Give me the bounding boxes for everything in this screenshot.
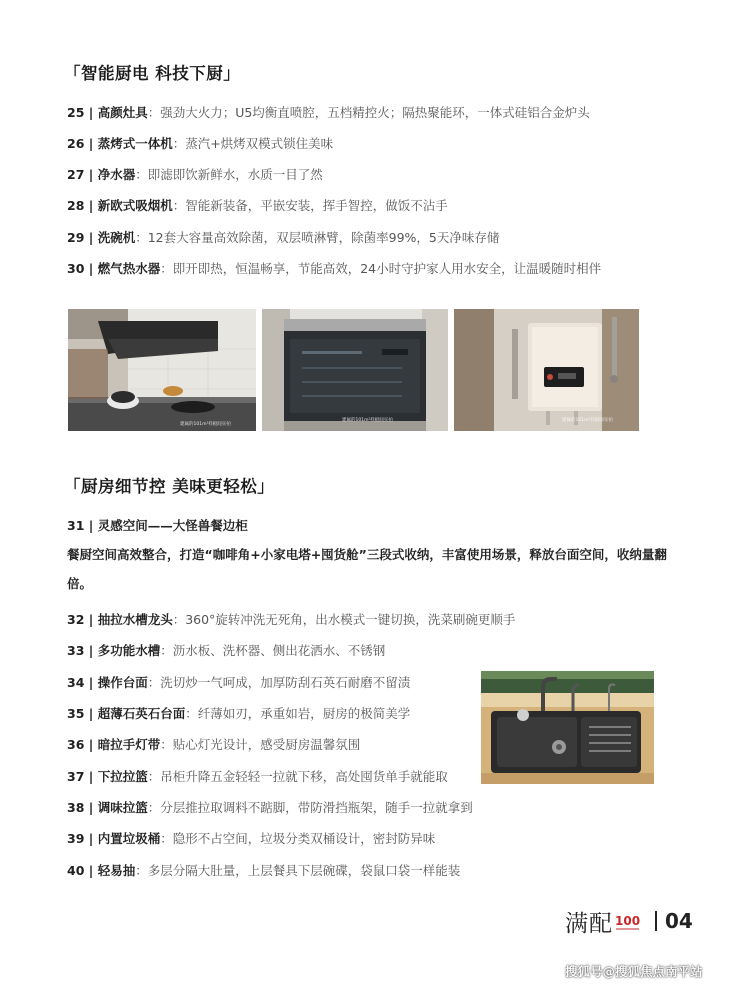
item-desc: ：蒸汽+烘烤双模式锁住美味 [172,136,334,151]
item-number: 33 [67,643,85,658]
item-desc: ：360°旋转冲洗无死角，出水模式一键切换，洗菜刷碗更顺手 [172,612,516,627]
sink-faucet-photo [481,671,654,784]
brand-divider [655,911,657,931]
list-item: 25 | 高颜灶具：强劲大火力；U5均衡直喷腔，五档精控火；隔热聚能环，一体式硅铝合金炉头 [67,105,590,120]
list-item: 34 | 操作台面：洗切炒一气呵成，加厚防刮石英石耐磨不留渍 [67,675,411,690]
item-name: 调味拉篮 [97,800,148,815]
list-item: 30 | 燃气热水器：即开即热，恒温畅享，节能高效，24小时守护家人用水安全，让温暖随时相伴 [67,261,602,276]
item-name: 下拉拉篮 [97,769,148,784]
item-name: 超薄石英石台面 [97,706,186,721]
list-item: 40 | 轻易抽：多层分隔大肚量，上层餐具下层碗碟，袋鼠口袋一样能装 [67,863,461,878]
footer-brand [565,905,693,937]
list-item: 38 | 调味拉篮：分层推拉取调料不踮脚，带防滑挡瓶架，随手一拉就拿到 [67,800,473,815]
section-title-smart-appliances: 「智能厨电 科技下厨」 [64,64,241,83]
list-item: 39 | 内置垃圾桶：隐形不占空间，垃圾分类双桶设计，密封防异味 [67,831,436,846]
item-desc: ：纤薄如刃，承重如岩，厨房的极简美学 [185,706,411,721]
item-name: 净水器 [97,167,136,182]
item-desc: ：多层分隔大肚量，上层餐具下层碗碟，袋鼠口袋一样能装 [135,863,461,878]
list-item: 28 | 新欧式吸烟机：智能新装备，平嵌安装，挥手智控，做饭不沾手 [67,198,448,213]
water-heater-photo [454,309,639,431]
item-number: 27 [67,167,85,182]
item-name: 蒸烤式一体机 [97,136,173,151]
kitchen-hood-stove-photo [68,309,256,431]
page-number: 04 [665,909,693,933]
item-paragraph: 餐厨空间高效整合，打造“咖啡角+小家电塔+囤货舱”三段式收纳，丰富使用场景，释放台面空间，收纳量翻倍。 [67,547,667,591]
item-number: 31 [67,518,85,533]
item-desc: ：即开即热，恒温畅享，节能高效，24小时守护家人用水安全，让温暖随时相伴 [160,261,602,276]
item-desc: ：吊柜升降五金轻轻一拉就下移，高处囤货单手就能取 [147,769,448,784]
item-desc: ：12套大容量高效除菌，双层喷淋臂，除菌率99%，5天净味存储 [135,230,500,245]
list-item: 37 | 下拉拉篮：吊柜升降五金轻轻一拉就下移，高处囤货单手就能取 [67,769,448,784]
list-item: 26 | 蒸烤式一体机：蒸汽+烘烤双模式锁住美味 [67,136,334,151]
list-item: 29 | 洗碗机：12套大容量高效除菌，双层喷淋臂，除菌率99%，5天净味存储 [67,230,500,245]
photo-caption: 建属的101m²样板间实拍 [180,422,231,427]
photo-caption: 建属的101m²样板间实拍 [562,418,613,423]
list-item: 36 | 暗拉手灯带：贴心灯光设计，感受厨房温馨氛围 [67,737,361,752]
list-item: 35 | 超薄石英石台面：纤薄如刃，承重如岩，厨房的极简美学 [67,706,411,721]
item-number: 32 [67,612,85,627]
item-number: 29 [67,230,85,245]
item-name: 灵感空间——大怪兽餐边柜 [97,518,248,533]
item-desc: ：智能新装备，平嵌安装，挥手智控，做饭不沾手 [172,198,448,213]
list-item: 33 | 多功能水槽：沥水板、洗杯器、侧出花洒水、不锈钢 [67,643,386,658]
item-desc: ：隐形不占空间，垃圾分类双桶设计，密封防异味 [160,831,436,846]
item-name: 高颜灶具 [97,105,148,120]
item-name: 新欧式吸烟机 [97,198,173,213]
item-desc: ：即滤即饮新鲜水，水质一目了然 [135,167,323,182]
built-in-oven-photo [262,309,448,431]
item-number: 26 [67,136,85,151]
list-item: 27 | 净水器：即滤即饮新鲜水，水质一目了然 [67,167,323,182]
item-number: 30 [67,261,85,276]
section-title-kitchen-details: 「厨房细节控 美味更轻松」 [64,477,275,496]
brand-100-logo-icon [615,910,643,932]
item-number: 25 [67,105,85,120]
item-name: 燃气热水器 [97,261,161,276]
item-desc: ：洗切炒一气呵成，加厚防刮石英石耐磨不留渍 [147,675,411,690]
item-number: 28 [67,198,85,213]
item-desc: ：分层推拉取调料不踮脚，带防滑挡瓶架，随手一拉就拿到 [147,800,473,815]
item-name: 洗碗机 [97,230,136,245]
item-number: 35 [67,706,85,721]
list-item: 31 | 灵感空间——大怪兽餐边柜 [67,518,248,533]
item-desc: ：贴心灯光设计，感受厨房温馨氛围 [160,737,361,752]
item-name: 操作台面 [97,675,148,690]
item-number: 38 [67,800,85,815]
photo-caption: 建属的101m²样板间实拍 [342,418,393,423]
item-name: 内置垃圾桶 [97,831,161,846]
item-name: 暗拉手灯带 [97,737,161,752]
brand-name: 满配 [565,910,613,937]
item-number: 36 [67,737,85,752]
item-number: 37 [67,769,85,784]
svg-text:100: 100 [615,914,641,928]
item-number: 39 [67,831,85,846]
item-name: 抽拉水槽龙头 [97,612,173,627]
list-item: 32 | 抽拉水槽龙头：360°旋转冲洗无死角，出水模式一键切换，洗菜刷碗更顺手 [67,612,516,627]
item-number: 40 [67,863,85,878]
item-name: 多功能水槽 [97,643,161,658]
item-desc: ：沥水板、洗杯器、侧出花洒水、不锈钢 [160,643,386,658]
item-number: 34 [67,675,85,690]
item-desc: ：强劲大火力；U5均衡直喷腔，五档精控火；隔热聚能环，一体式硅铝合金炉头 [147,105,590,120]
item-name: 轻易抽 [97,863,136,878]
source-watermark: 搜狐号@搜狐焦点南平站 [565,964,703,979]
